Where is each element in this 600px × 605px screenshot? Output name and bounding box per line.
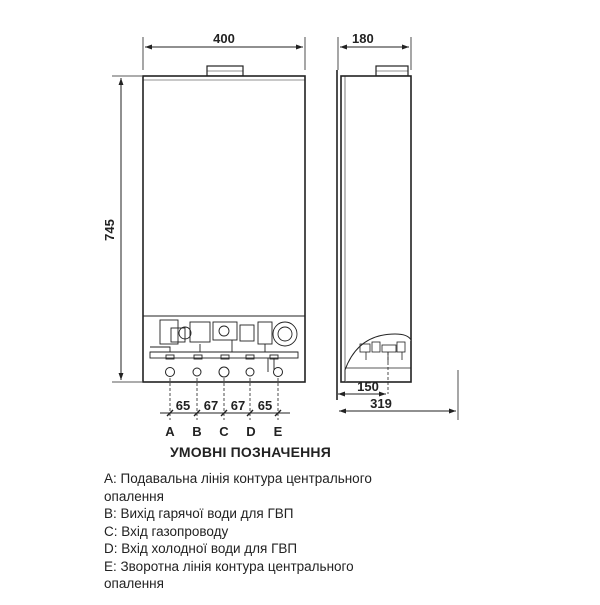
connection-b-letter: B bbox=[192, 424, 202, 439]
legend-item-e: E: Зворотна лінія контура центрального опалення bbox=[104, 558, 354, 591]
legend-item-d: D: Вхід холодної води для ГВП bbox=[104, 541, 298, 556]
front-view bbox=[102, 31, 305, 439]
spacing-cd-label: 67 bbox=[230, 398, 246, 413]
connection-a-letter: A bbox=[165, 424, 175, 439]
depth-label: 180 bbox=[352, 31, 374, 46]
connection-d-port bbox=[246, 368, 254, 376]
width-label: 400 bbox=[213, 31, 235, 46]
legend-item-c: C: Вхід газопроводу bbox=[104, 523, 229, 539]
connection-e-port bbox=[274, 368, 283, 377]
connection-d-letter: D bbox=[246, 424, 256, 439]
legend bbox=[104, 444, 524, 593]
legend-item-b: B: Вихід гарячої води для ГВП bbox=[104, 506, 294, 521]
connection-b-port bbox=[193, 368, 201, 376]
offset-150-label: 150 bbox=[357, 379, 379, 394]
offset-319-label: 319 bbox=[370, 396, 392, 411]
spacing-de-label: 65 bbox=[257, 398, 273, 413]
spacing-bc-label: 67 bbox=[203, 398, 219, 413]
connection-e-letter: E bbox=[273, 424, 283, 439]
connection-c-letter: C bbox=[219, 424, 229, 439]
legend-list bbox=[104, 470, 524, 593]
spacing-ab-label: 65 bbox=[175, 398, 191, 413]
connection-c-port bbox=[219, 367, 229, 377]
connection-a-port bbox=[166, 368, 175, 377]
height-label: 745 bbox=[102, 219, 117, 241]
side-view bbox=[337, 31, 458, 420]
legend-item-a: A: Подавальна лінія контура центрального опалення bbox=[104, 471, 372, 504]
legend-title: УМОВНІ ПОЗНАЧЕННЯ bbox=[170, 444, 331, 460]
